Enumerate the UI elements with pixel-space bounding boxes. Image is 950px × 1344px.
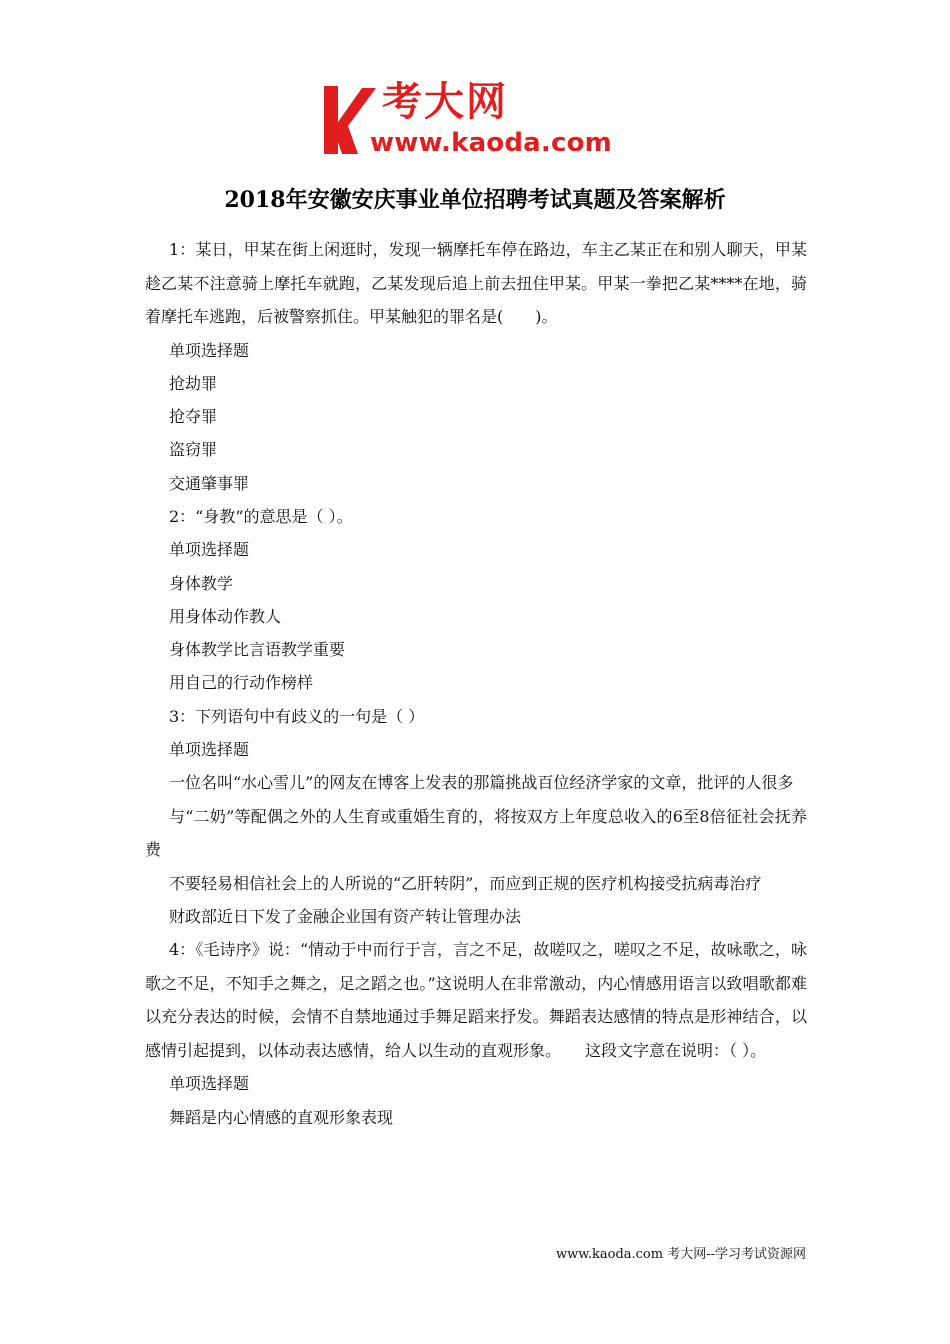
- question-3-type: 单项选择题: [169, 740, 250, 760]
- question-1-option-a: 抢劫罪: [169, 373, 218, 393]
- question-1-text: 1：某日，甲某在街上闲逛时，发现一辆摩托车停在路边，车主乙某正在和别人聊天，甲某趁乙某不注意骑上摩托车就跑，乙某发现后追上前去扭住甲某。甲某一拳把乙某****在地，骑着摩托车逃跑，后被警察抓住。甲某触犯的罪名是( )。: [145, 240, 807, 326]
- logo-chinese-name: 考大网: [382, 79, 508, 125]
- question-1-option-d: 交通肇事罪: [169, 473, 250, 493]
- question-1-option-b: 抢夺罪: [169, 407, 218, 427]
- question-1-option-c: 盗窃罪: [169, 440, 218, 460]
- question-3-option-d: 财政部近日下发了金融企业国有资产转让管理办法: [169, 907, 522, 927]
- logo-url: www.kaoda.com: [370, 128, 612, 158]
- question-3-option-a: 一位名叫“水心雪儿”的网友在博客上发表的那篇挑战百位经济学家的文章，批评的人很多: [169, 773, 794, 793]
- k-logo-icon: [318, 80, 378, 160]
- question-4-text: 4：《毛诗序》说：“情动于中而行于言，言之不足，故嗟叹之，嗟叹之不足，故咏歌之，咏歌之不足，不知手之舞之，足之蹈之也。”这说明人在非常激动，内心情感用语言以致唱歌都难以充分表达的时候，会情不自禁地通过手舞足蹈来抒发。舞蹈表达感情的特点是形神结合，以感情引起提到，以体动表达感情，给人以生动的直观形象。 这段文字意在说明：（ ）。: [145, 940, 807, 1060]
- page-footer: www.kaoda.com 考大网--学习考试资源网: [556, 1247, 806, 1262]
- question-1-type: 单项选择题: [169, 340, 250, 360]
- document-body: [145, 233, 807, 1134]
- question-2-text: 2：“身教”的意思是（ ）。: [169, 506, 353, 526]
- question-2-type: 单项选择题: [169, 540, 250, 560]
- question-3-option-b: 与“二奶”等配偶之外的人生育或重婚生育的，将按双方上年度总收入的6至8倍征社会抚养费: [145, 806, 807, 860]
- question-2-option-b: 用身体动作教人: [169, 606, 282, 626]
- question-2-option-d: 用自己的行动作榜样: [169, 673, 314, 693]
- question-2-option-c: 身体教学比言语教学重要: [169, 640, 346, 660]
- question-2-option-a: 身体教学: [169, 573, 234, 593]
- document-title: 2018年安徽安庆事业单位招聘考试真题及答案解析: [224, 187, 726, 213]
- question-3-option-c: 不要轻易相信社会上的人所说的“乙肝转阴”，而应到正规的医疗机构接受抗病毒治疗: [169, 873, 762, 893]
- kaoda-logo: [318, 78, 638, 160]
- question-4-type: 单项选择题: [169, 1074, 250, 1094]
- question-3-text: 3：下列语句中有歧义的一句是（ ）: [169, 706, 425, 726]
- question-4-option-a: 舞蹈是内心情感的直观形象表现: [169, 1107, 394, 1127]
